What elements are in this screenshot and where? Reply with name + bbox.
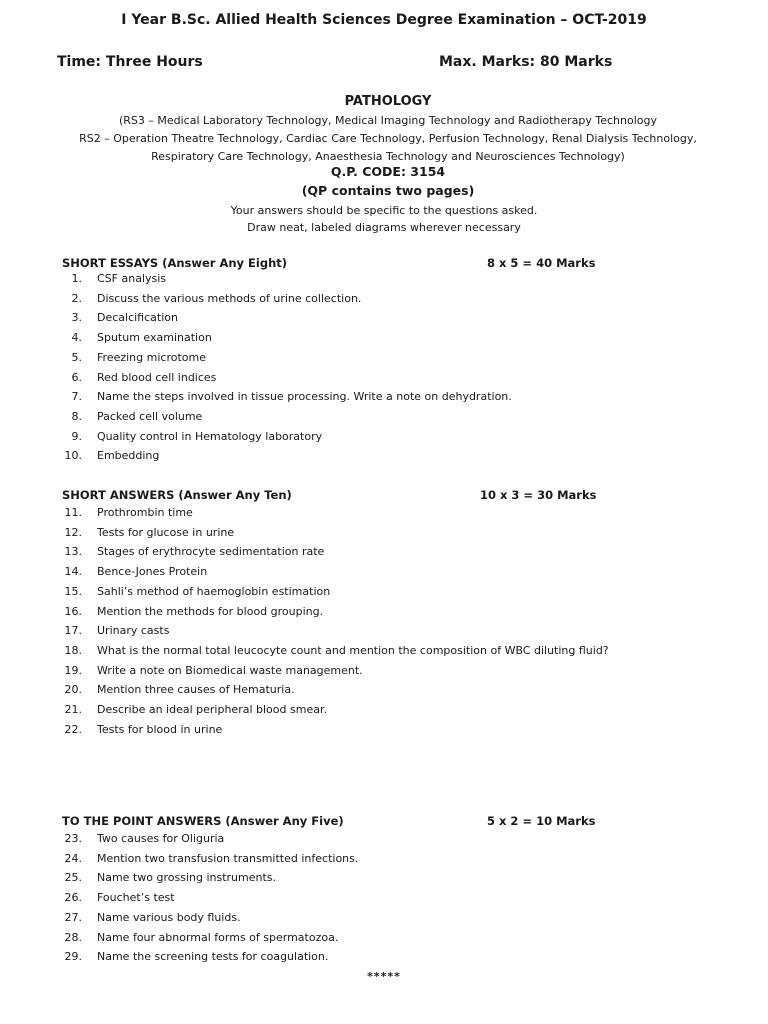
question-item — [0, 664, 768, 684]
question-item — [0, 506, 768, 526]
question-text: Sputum examination — [97, 331, 212, 345]
question-number: 17. — [64, 624, 82, 638]
section-marks: 5 x 2 = 10 Marks — [487, 814, 596, 828]
question-item — [0, 911, 768, 931]
question-number: 28. — [64, 930, 82, 944]
question-item — [0, 852, 768, 872]
question-item — [0, 371, 768, 391]
question-text: Stages of erythrocyte sedimentation rate — [97, 545, 325, 559]
question-text: Embedding — [97, 449, 160, 463]
question-number: 9. — [71, 429, 82, 443]
question-text: Describe an ideal peripheral blood smear. — [97, 703, 327, 716]
question-text: CSF analysis — [97, 272, 167, 285]
course-line: (RS3 – Medical Laboratory Technology, Medical Imaging Technology and Radiotherapy Technology — [118, 114, 658, 127]
question-text: Urinary casts — [97, 624, 170, 638]
question-text: Name four abnormal forms of spermatozoa. — [97, 930, 339, 944]
question-item — [0, 526, 768, 546]
question-text: What is the normal total leucocyte count and mention the composition of WBC diluting fluid? — [97, 643, 609, 657]
question-text: Packed cell volume — [97, 409, 203, 423]
question-number: 3. — [71, 311, 82, 325]
question-item — [0, 683, 768, 703]
question-number: 19. — [64, 663, 82, 677]
question-text: Name two grossing instruments. — [97, 871, 277, 885]
max-marks: Max. Marks: 80 Marks — [439, 54, 613, 70]
section-heading: TO THE POINT ANSWERS (Answer Any Five) — [62, 814, 344, 828]
question-number: 5. — [71, 350, 82, 364]
question-number: 21. — [64, 703, 82, 716]
section-marks: 8 x 5 = 40 Marks — [487, 256, 596, 270]
subject-title: PATHOLOGY — [344, 94, 432, 109]
question-number: 1. — [71, 272, 82, 285]
question-item — [0, 624, 768, 644]
question-number: 14. — [64, 565, 82, 579]
question-number: 2. — [71, 291, 82, 305]
question-item — [0, 449, 768, 469]
question-text: Tests for blood in urine — [97, 722, 223, 736]
question-number: 23. — [64, 832, 82, 845]
question-text: Mention three causes of Hematuria. — [97, 683, 295, 697]
question-number: 18. — [64, 643, 82, 657]
question-number: 25. — [64, 871, 82, 885]
question-text: Write a note on Biomedical waste management. — [97, 663, 363, 677]
question-text: Decalcification — [97, 311, 178, 325]
question-text: Tests for glucose in urine — [97, 525, 235, 539]
question-item — [0, 950, 768, 970]
question-item — [0, 565, 768, 585]
question-item — [0, 891, 768, 911]
question-text: Mention the methods for blood grouping. — [97, 604, 324, 618]
question-number: 15. — [64, 584, 82, 598]
question-item — [0, 430, 768, 450]
question-item — [0, 832, 768, 852]
question-text: Mention two transfusion transmitted infections. — [97, 851, 359, 865]
question-text: Freezing microtome — [97, 350, 206, 364]
question-text: Fouchet’s test — [97, 891, 175, 905]
question-text: Discuss the various methods of urine collection. — [97, 291, 362, 305]
question-text: Bence-Jones Protein — [97, 565, 208, 579]
qp-page-note: (QP contains two pages) — [301, 183, 475, 198]
question-text: Name the screening tests for coagulation. — [97, 950, 329, 964]
exam-title: I Year B.Sc. Allied Health Sciences Degree Examination – OCT-2019 — [121, 12, 647, 28]
question-item — [0, 410, 768, 430]
question-number: 29. — [64, 950, 82, 964]
question-text: Red blood cell indices — [97, 370, 217, 384]
question-number: 11. — [64, 506, 82, 519]
question-item — [0, 331, 768, 351]
question-item — [0, 605, 768, 625]
end-of-paper-marker: ***** — [367, 970, 401, 983]
question-number: 13. — [64, 545, 82, 559]
question-number: 4. — [71, 331, 82, 345]
section-heading: SHORT ESSAYS (Answer Any Eight) — [62, 256, 288, 270]
exam-duration: Time: Three Hours — [57, 54, 203, 70]
question-number: 10. — [64, 449, 82, 463]
question-item — [0, 390, 768, 410]
instruction: Your answers should be specific to the questions asked. — [230, 204, 538, 217]
question-number: 7. — [71, 390, 82, 404]
question-number: 20. — [64, 683, 82, 697]
course-list — [70, 112, 706, 166]
question-item — [0, 644, 768, 664]
question-text: Prothrombin time — [97, 506, 193, 519]
question-item — [0, 545, 768, 565]
question-text: Two causes for Oliguria — [97, 832, 225, 845]
question-number: 6. — [71, 370, 82, 384]
instruction: Draw neat, labeled diagrams wherever necessary — [247, 221, 521, 234]
question-number: 26. — [64, 891, 82, 905]
question-item — [0, 703, 768, 723]
question-number: 16. — [64, 604, 82, 618]
course-line: RS2 – Operation Theatre Technology, Cardiac Care Technology, Perfusion Technology, Renal Dialysis Technology, — [79, 132, 697, 145]
question-number: 12. — [64, 525, 82, 539]
question-number: 24. — [64, 851, 82, 865]
question-item — [0, 723, 768, 743]
question-item — [0, 272, 768, 292]
question-text: Quality control in Hematology laboratory — [97, 429, 323, 443]
qp-code: Q.P. CODE: 3154 — [330, 164, 446, 179]
question-item — [0, 311, 768, 331]
question-item — [0, 871, 768, 891]
question-item — [0, 931, 768, 951]
question-number: 27. — [64, 910, 82, 924]
question-item — [0, 585, 768, 605]
question-item — [0, 292, 768, 312]
question-number: 22. — [64, 722, 82, 736]
course-line: Respiratory Care Technology, Anaesthesia Technology and Neurosciences Technology) — [151, 150, 625, 163]
question-number: 8. — [71, 409, 82, 423]
question-item — [0, 351, 768, 371]
question-text: Name the steps involved in tissue processing. Write a note on dehydration. — [97, 390, 512, 404]
section-marks: 10 x 3 = 30 Marks — [480, 488, 597, 502]
section-heading: SHORT ANSWERS (Answer Any Ten) — [62, 488, 292, 502]
question-text: Name various body fluids. — [97, 910, 241, 924]
question-text: Sahli’s method of haemoglobin estimation — [97, 584, 331, 598]
